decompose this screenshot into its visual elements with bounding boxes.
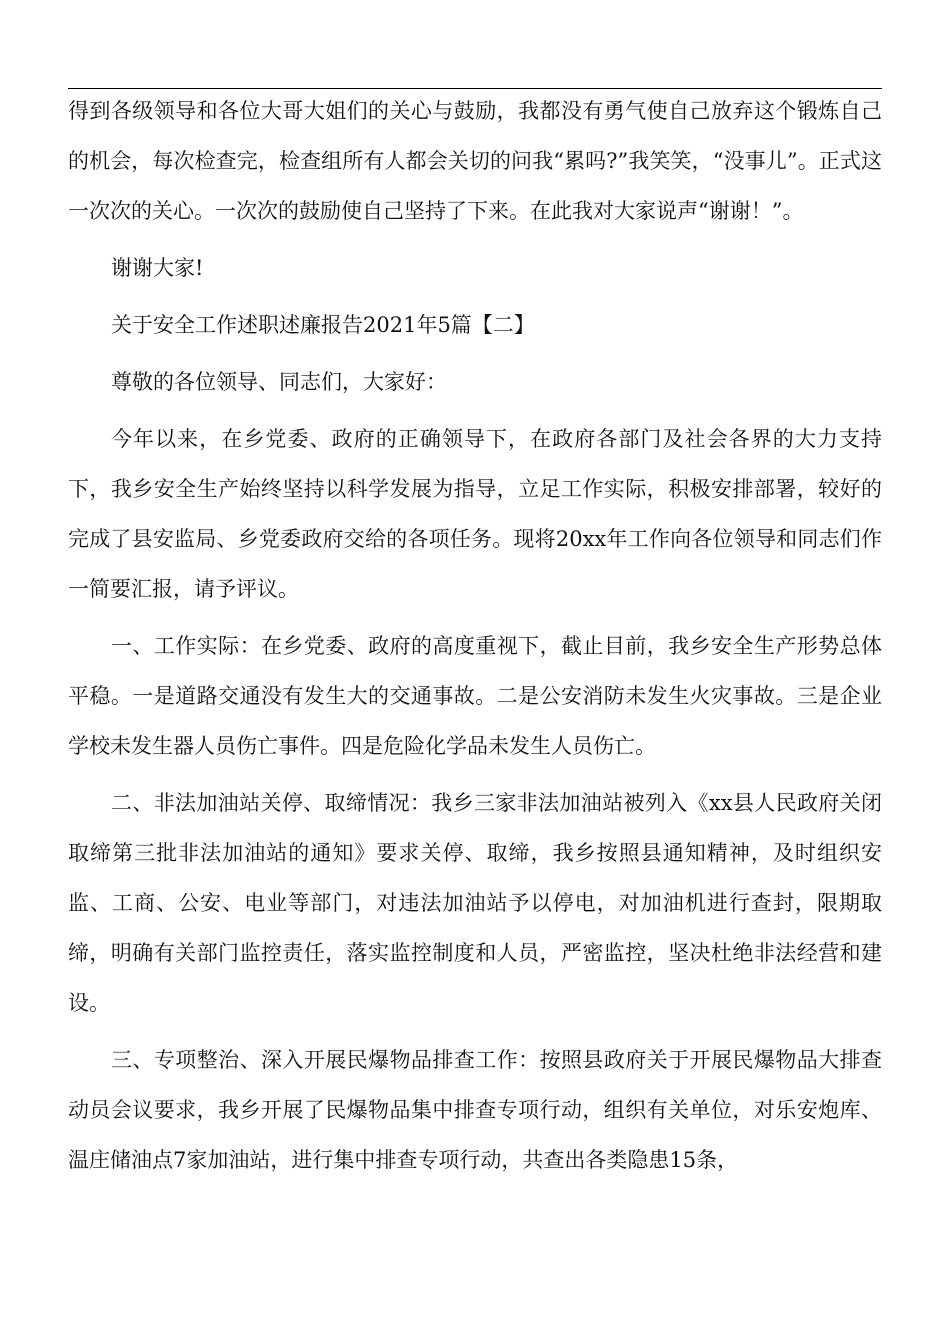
paragraph-intro: 今年以来，在乡党委、政府的正确领导下，在政府各部门及社会各界的大力支持下，我乡安全生产始终坚持以科学发展为指导，立足工作实际，积极安排部署，较好的完成了县安监局、乡党委政府交给的各项任务。现将20xx年工作向各位领导和同志们作一简要汇报，请予评议。	[68, 427, 882, 601]
paragraph-thanks: 谢谢大家!	[111, 256, 204, 280]
paragraph-continuation: 得到各级领导和各位大哥大姐们的关心与鼓励，我都没有勇气使自己放弃这个锻炼自己的机会，每次检查完，检查组所有人都会关切的问我“累吗?”我笑笑，“没事儿”。正式这一次次的关心。一次次的鼓励使自己坚持了下来。在此我对大家说声“谢谢！”。	[68, 99, 882, 223]
paragraph-section-1: 一、工作实际：在乡党委、政府的高度重视下，截止目前，我乡安全生产形势总体平稳。一是道路交通没有发生大的交通事故。二是公安消防未发生火灾事故。三是企业学校未发生器人员伤亡事件。四是危险化学品未发生人员伤亡。	[68, 634, 882, 758]
document-body	[68, 86, 882, 1185]
paragraph-section-2: 二、非法加油站关停、取缔情况：我乡三家非法加油站被列入《xx县人民政府关闭取缔第三批非法加油站的通知》要求关停、取缔，我乡按照县通知精神，及时组织安监、工商、公安、电业等部门，对违法加油站予以停电，对加油机进行查封，限期取缔，明确有关部门监控责任，落实监控制度和人员，严密监控，坚决杜绝非法经营和建设。	[68, 791, 882, 1015]
paragraph-salutation: 尊敬的各位领导、同志们，大家好：	[111, 370, 447, 394]
section-heading: 关于安全工作述职述廉报告2021年5篇【二】	[111, 313, 535, 337]
paragraph-section-3: 三、专项整治、深入开展民爆物品排查工作：按照县政府关于开展民爆物品大排查动员会议要求，我乡开展了民爆物品集中排查专项行动，组织有关单位，对乐安炮库、温庄储油点7家加油站，进行集中排查专项行动，共查出各类隐患15条，	[68, 1048, 882, 1172]
